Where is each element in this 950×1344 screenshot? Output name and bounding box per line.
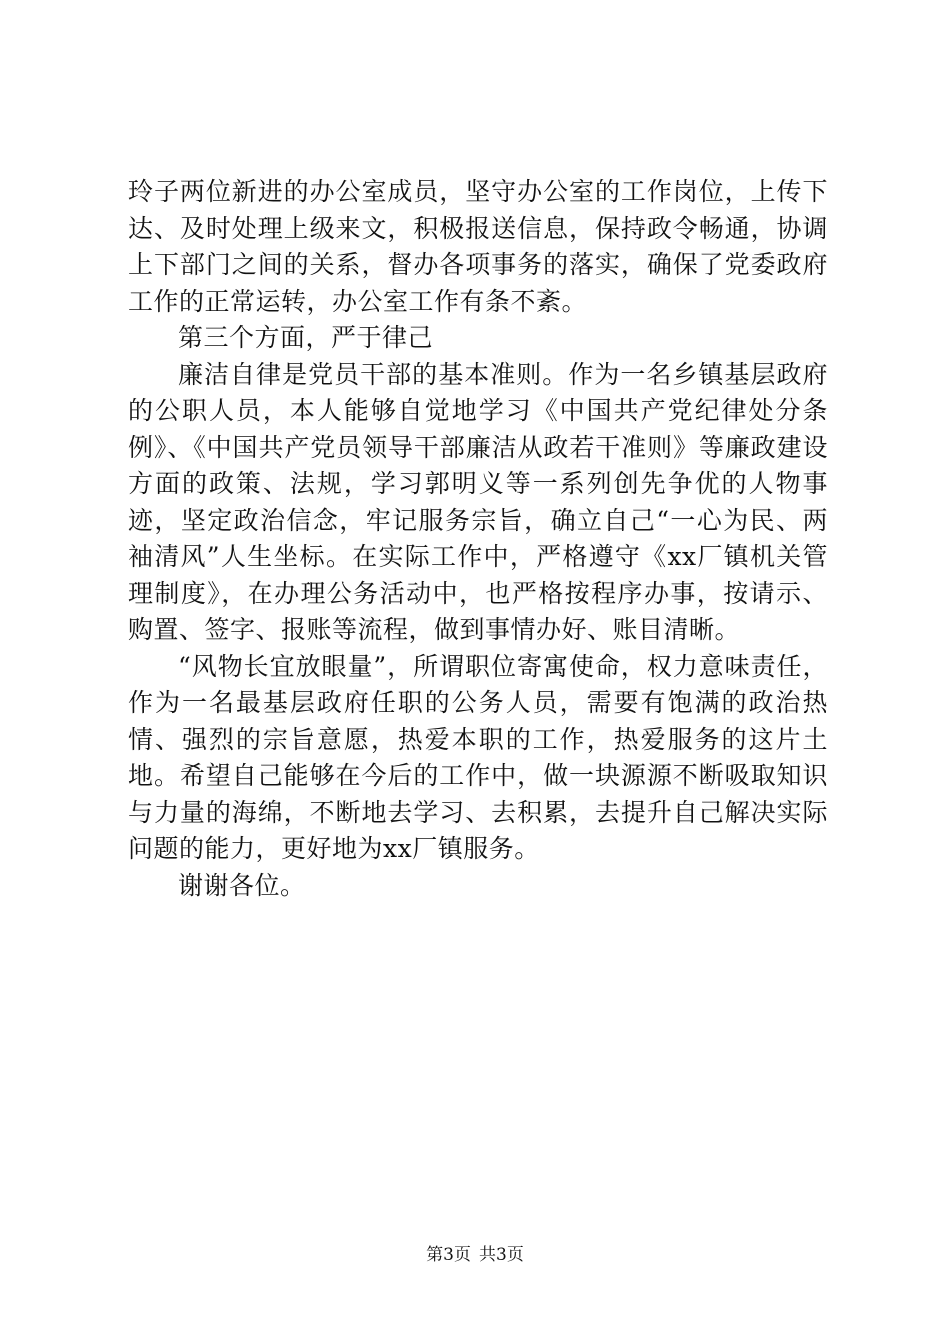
section-heading: 第三个方面，严于律己 — [178, 323, 434, 352]
closing-thanks: 谢谢各位。 — [178, 870, 306, 900]
page-footer — [0, 1244, 950, 1266]
document-body — [128, 174, 828, 904]
page-number: 第3页 — [426, 1245, 471, 1265]
page-total: 共3页 — [479, 1245, 524, 1265]
paragraph-continuation: 玲子两位新进的办公室成员，坚守办公室的工作岗位，上传下达、及时处理上级来文，积极报送信息，保持政令畅通，协调上下部门之间的关系，督办各项事务的落实，确保了党委政府工作的正常运转，办公室工作有条不紊。 — [128, 177, 828, 316]
paragraph-self-discipline: 廉洁自律是党员干部的基本准则。作为一名乡镇基层政府的公职人员，本人能够自觉地学习《中国共产党纪律处分条例》、《中国共产党员领导干部廉洁从政若干准则》等廉政建设方面的政策、法规，学习郭明义等一系列创先争优的人物事迹，坚定政治信念，牢记服务宗旨，确立自己“一心为民、两袖清风”人生坐标。在实际工作中，严格遵守《xx厂镇机关管理制度》，在办理公务活动中，也严格按程序办事，按请示、购置、签字、报账等流程，做到事情办好、账目清晰。 — [128, 359, 828, 644]
paragraph-outlook: “风物长宜放眼量”，所谓职位寄寓使命，权力意味责任，作为一名最基层政府任职的公务人员，需要有饱满的政治热情、强烈的宗旨意愿，热爱本职的工作，热爱服务的这片土地。希望自己能够在今后的工作中，做一块源源不断吸取知识与力量的海绵，不断地去学习、去积累，去提升自己解决实际问题的能力，更好地为xx厂镇服务。 — [128, 651, 828, 863]
